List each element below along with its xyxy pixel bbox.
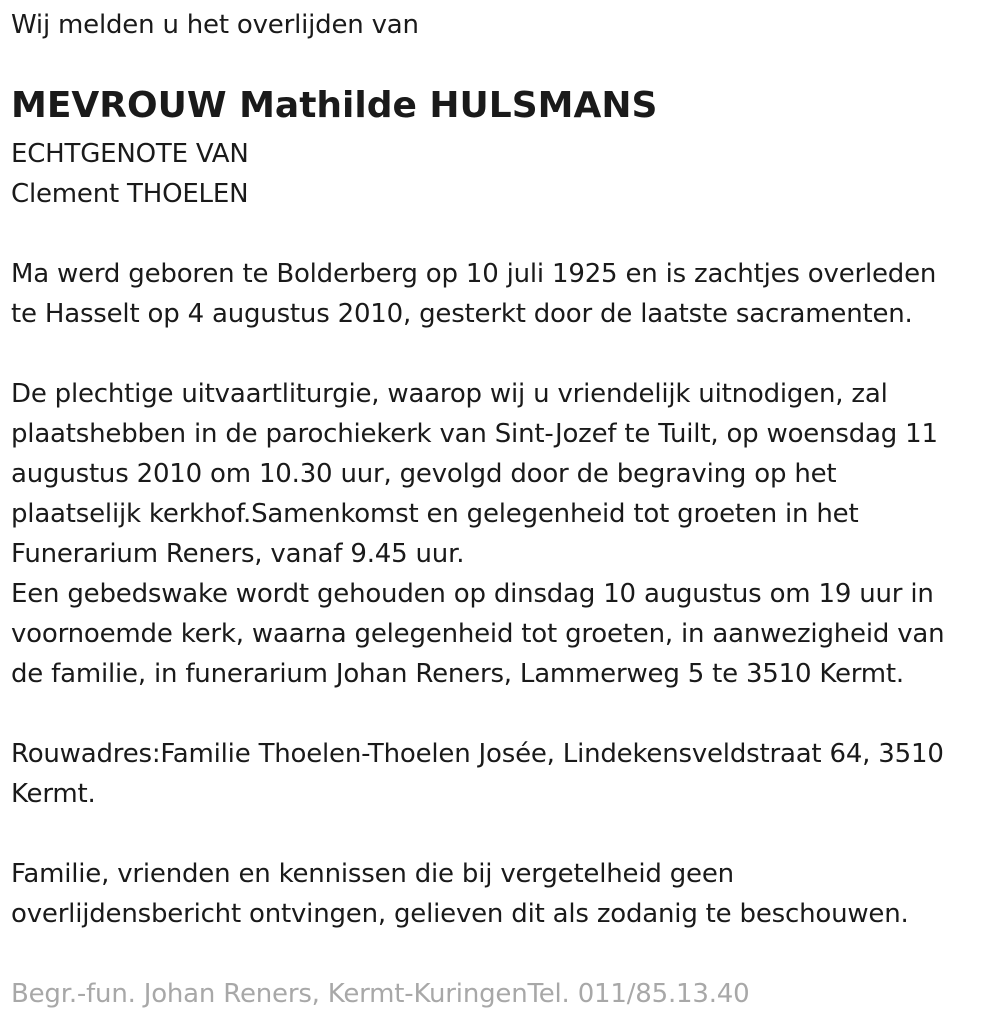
ceremony-line: plaatselijk kerkhof.Samenkomst en gelegenheid tot groeten in het [11,499,859,529]
ceremony-line: de familie, in funerarium Johan Reners, Lammerweg 5 te 3510 Kermt. [11,659,904,689]
relation-line: ECHTGENOTE VAN [11,139,249,169]
spouse-name: Clement THOELEN [11,179,249,209]
birth-death-line: te Hasselt op 4 augustus 2010, gesterkt door de laatste sacramenten. [11,299,913,329]
birth-death-line: Ma werd geboren te Bolderberg op 10 juli 1925 en is zachtjes overleden [11,259,937,289]
funeral-home-footer: Begr.-fun. Johan Reners, Kermt-KuringenTel. 011/85.13.40 [11,979,750,1009]
ceremony-line: augustus 2010 om 10.30 uur, gevolgd door de begraving op het [11,459,837,489]
closing-line: Familie, vrienden en kennissen die bij vergetelheid geen [11,859,734,889]
address-line: Rouwadres:Familie Thoelen-Thoelen Josée, Lindekensveldstraat 64, 3510 [11,739,944,769]
ceremony-line: voornoemde kerk, waarna gelegenheid tot groeten, in aanwezigheid van [11,619,945,649]
address-line: Kermt. [11,779,96,809]
ceremony-line: De plechtige uitvaartliturgie, waarop wij u vriendelijk uitnodigen, zal [11,379,888,409]
ceremony-line: Een gebedswake wordt gehouden op dinsdag 10 augustus om 19 uur in [11,579,934,609]
deceased-name: MEVROUW Mathilde HULSMANS [11,85,658,126]
closing-line: overlijdensbericht ontvingen, gelieven dit als zodanig te beschouwen. [11,899,909,929]
intro-text: Wij melden u het overlijden van [11,10,419,40]
ceremony-line: plaatshebben in de parochiekerk van Sint-Jozef te Tuilt, op woensdag 11 [11,419,938,449]
ceremony-line: Funerarium Reners, vanaf 9.45 uur. [11,539,465,569]
